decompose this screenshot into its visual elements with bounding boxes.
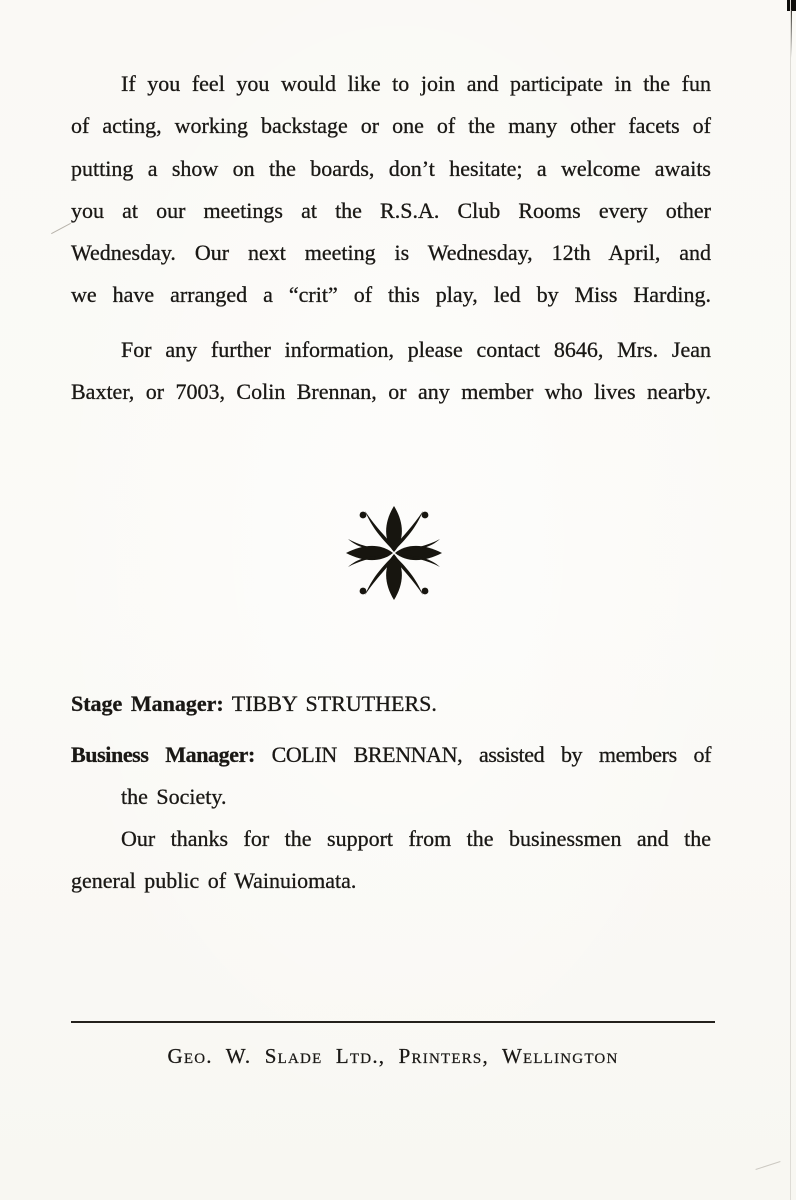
paragraph-line: of acting, working backstage or one of the many other facets of	[71, 113, 711, 139]
stage-manager-label: Stage Manager:	[71, 691, 224, 716]
scan-scratch-artifact	[755, 1161, 780, 1170]
paragraph-line: For any further information, please contact 8646, Mrs. Jean	[121, 337, 711, 362]
paragraph-line: Baxter, or 7003, Colin Brennan, or any member who lives nearby.	[71, 379, 711, 405]
scan-scratch-artifact	[51, 223, 71, 234]
business-manager-name: COLIN BRENNAN, assisted by members of	[271, 742, 711, 767]
scan-edge-shadow	[790, 0, 791, 1200]
paragraph-line: If you feel you would like to join and participate in the fun	[121, 71, 711, 96]
paragraph-line: you at our meetings at the R.S.A. Club Rooms every other	[71, 197, 711, 223]
fleuron-ornament-icon	[344, 503, 444, 603]
paragraph-join-invitation	[71, 63, 711, 317]
business-manager-label: Business Manager:	[71, 742, 255, 767]
credit-business-manager	[71, 734, 711, 819]
credit-stage-manager	[71, 683, 711, 725]
paragraph-line: putting a show on the boards, don’t hesitate; a welcome awaits	[71, 155, 711, 181]
paragraph-line: we have arranged a “crit” of this play, led by Miss Harding.	[71, 282, 711, 308]
business-manager-continuation: the Society.	[121, 784, 227, 810]
paragraph-line: Wednesday. Our next meeting is Wednesday, 12th April, and	[71, 240, 711, 266]
paragraph-line: general public of Wainuiomata.	[71, 868, 357, 894]
paragraph-contact-info	[71, 329, 711, 414]
printer-credit: Geo. W. Slade Ltd., Printers, Wellington	[167, 1044, 619, 1068]
paragraph-line: Our thanks for the support from the businessmen and the	[121, 826, 711, 851]
footer-divider	[71, 1021, 715, 1023]
stage-manager-name: TIBBY STRUTHERS.	[231, 691, 437, 716]
paragraph-thanks	[71, 818, 711, 903]
